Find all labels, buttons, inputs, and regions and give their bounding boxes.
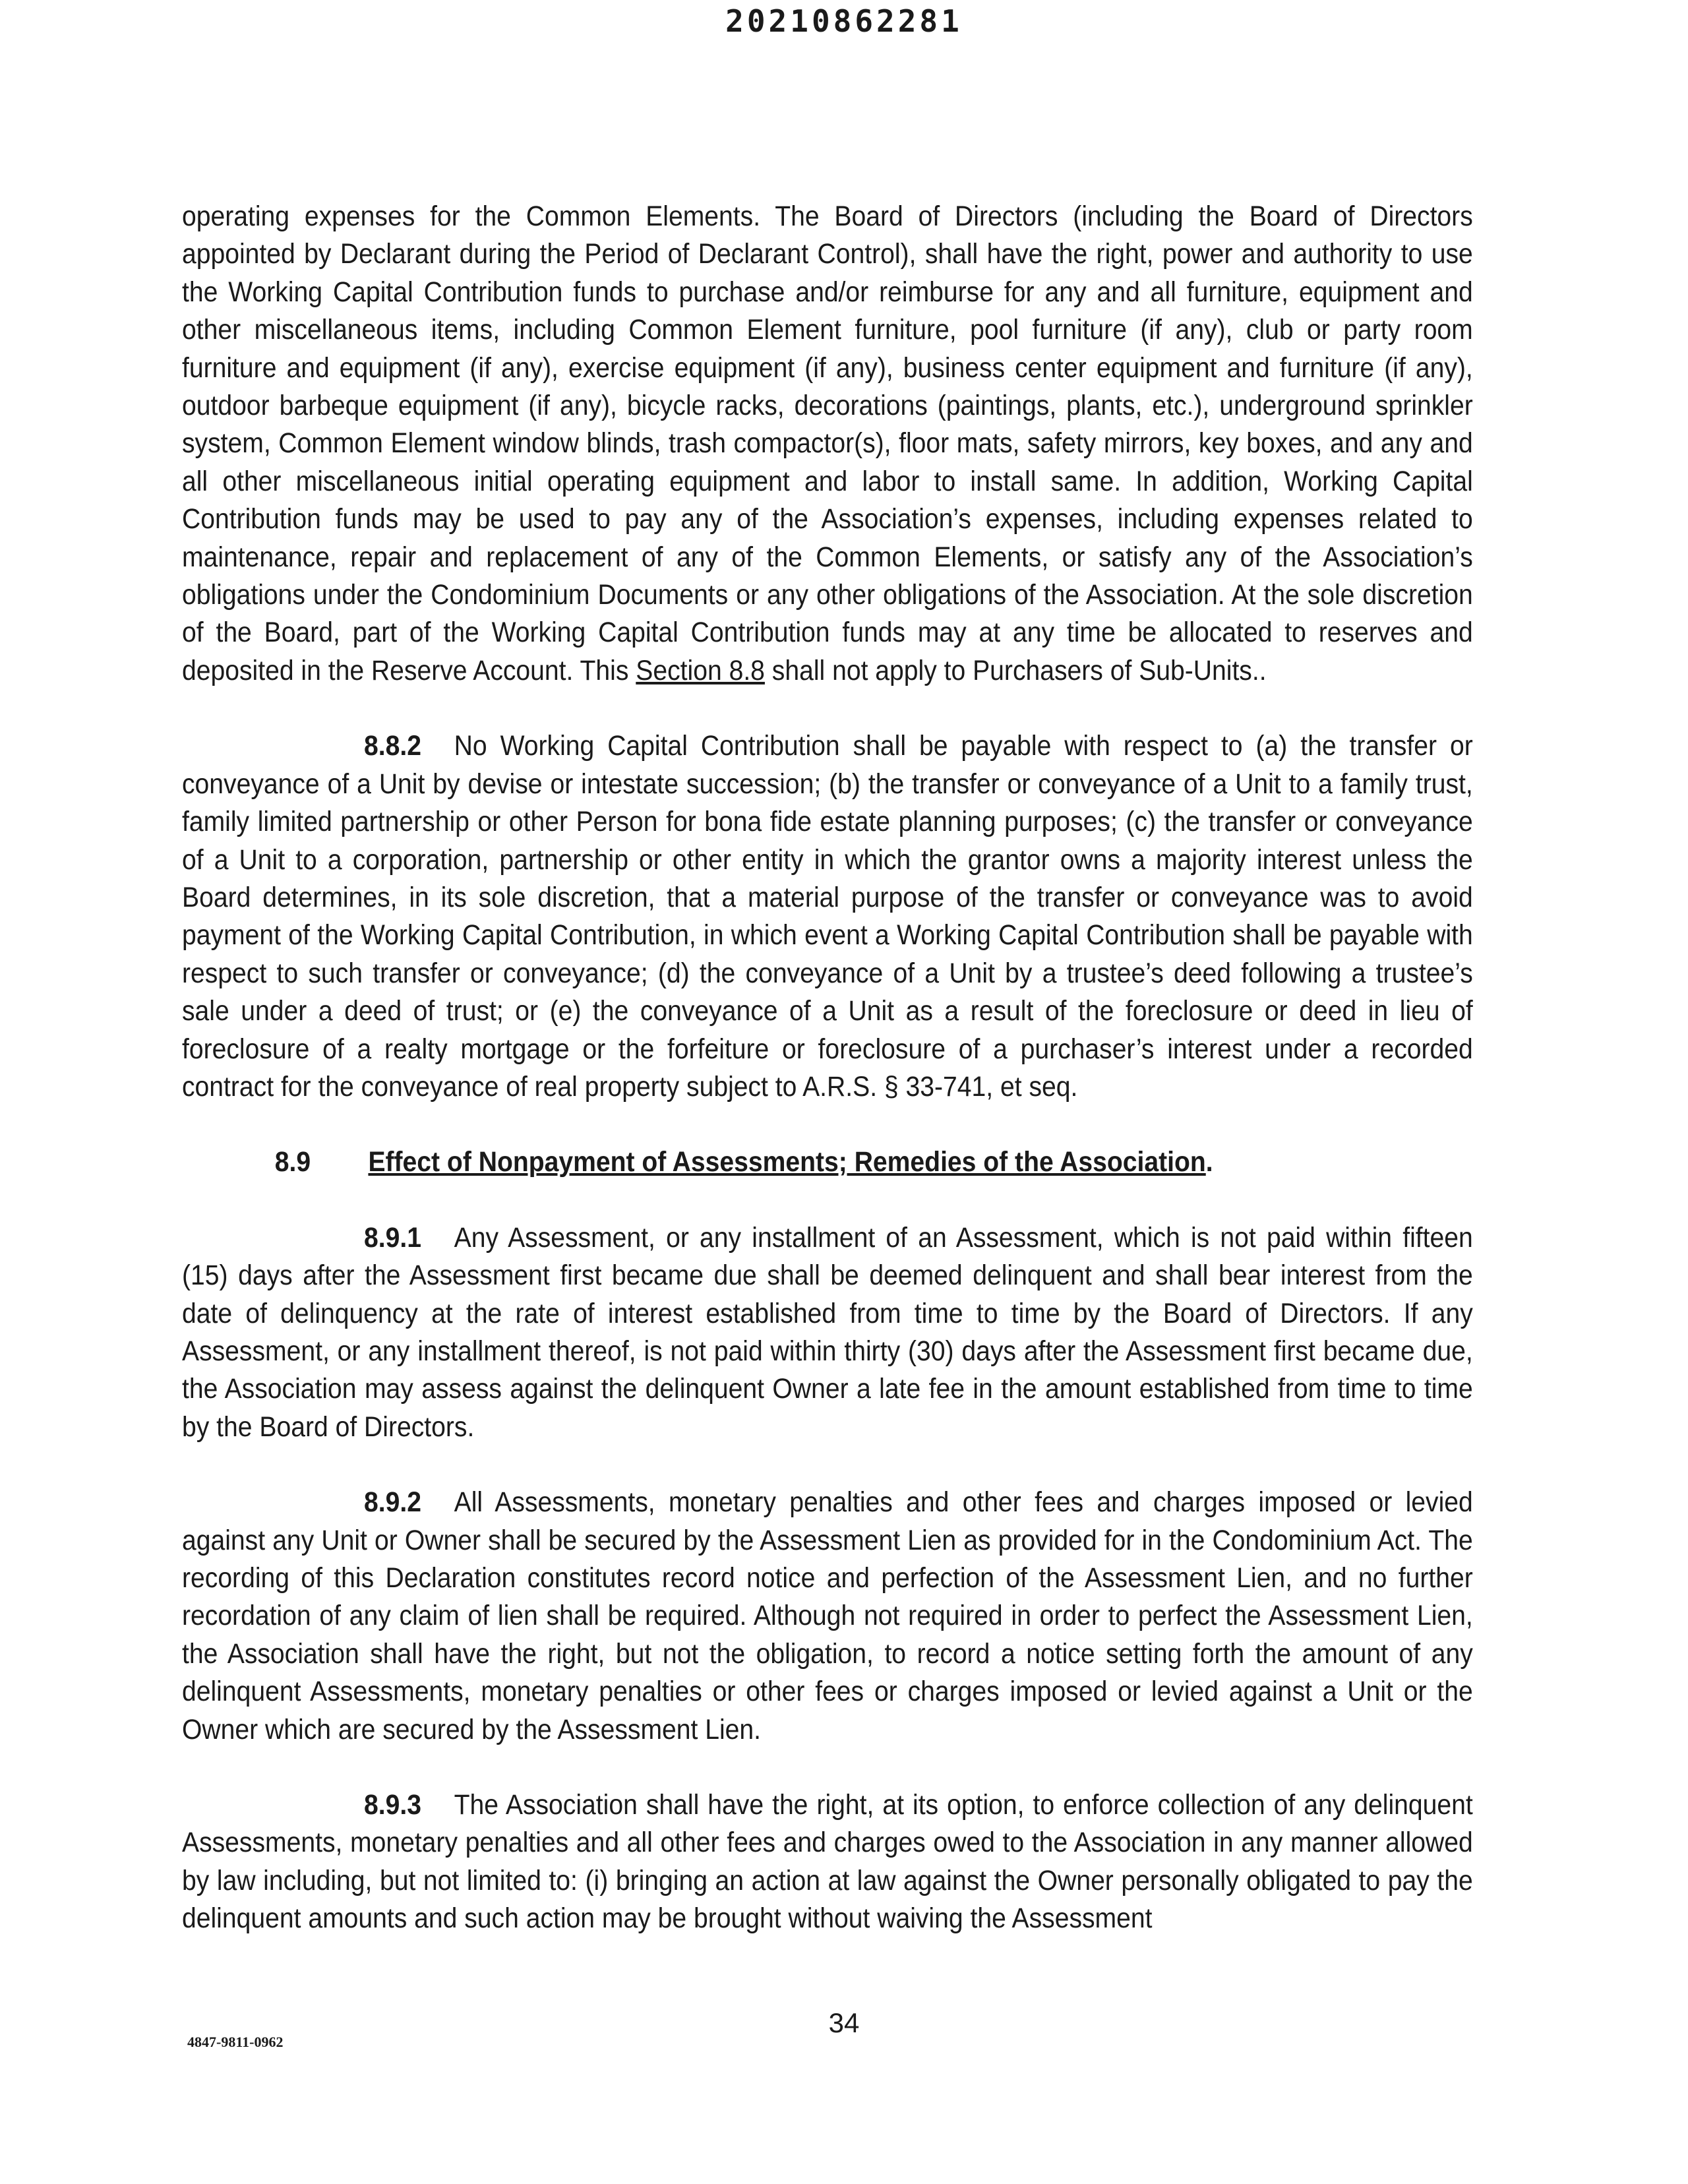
- page-number: 34: [828, 2007, 860, 2038]
- paragraph-text: operating expenses for the Common Elements. The Board of Directors (including the Board of Directors appointed by Declarant during the Period of Declarant Control), shall have the right, power and authority to use the Working Capital Contribution funds to purchase and/or reimburse for any and all furniture, equipment and other miscellaneous items, including Common Element furniture, pool furniture (if any), club or party room furniture and equipment (if any), exercise equipment (if any), business center equipment and furniture (if any), outdoor barbeque equipment (if any), bicycle racks, decorations (paintings, plants, etc.), underground sprinkler system, Common Element window blinds, trash compactor(s), floor mats, safety mirrors, key boxes, and any and all other miscellaneous initial operating equipment and labor to install same. In addition, Working Capital Contribution funds may be used to pay any of the Association’s expenses, including expenses related to maintenance, repair and replacement of any of the Common Elements, or satisfy any of the Association’s obligations under the Condominium Documents or any other obligations of the Association. At the sole discretion of the Board, part of the Working Capital Contribution funds may at any time be allocated to reserves and deposited in the Reserve Account. This: [182, 201, 1473, 686]
- section-8-9-3: [182, 1786, 1473, 1938]
- section-8-8-2: [182, 727, 1473, 1106]
- section-number: 8.9.2: [364, 1487, 421, 1519]
- section-text: All Assessments, monetary penalties and other fees and charges imposed or levied against any Unit or Owner shall be secured by the Assessment Lien as provided for in the Condominium Act. The recording of this Declaration constitutes record notice and perfection of the Assessment Lien, and no further recordation of any claim of lien shall be required. Although not required in order to perfect the Assessment Lien, the Association shall have the right, but not the obligation, to record a notice setting forth the amount of any delinquent Assessments, monetary penalties or other fees or charges imposed or levied against a Unit or the Owner which are secured by the Assessment Lien.: [182, 1487, 1473, 1745]
- recording-number: 20210862281: [725, 3, 963, 39]
- paragraph-text-end: shall not apply to Purchasers of Sub-Units..: [764, 655, 1267, 686]
- section-number: 8.9: [274, 1147, 311, 1178]
- section-number: 8.8.2: [364, 731, 421, 762]
- section-number: 8.9.3: [364, 1790, 421, 1821]
- section-text: No Working Capital Contribution shall be payable with respect to (a) the transfer or conveyance of a Unit by devise or intestate succession; (b) the transfer or conveyance of a Unit to a family trust, family limited partnership or other Person for bona fide estate planning purposes; (c) the transfer or conveyance of a Unit to a corporation, partnership or other entity in which the grantor owns a majority interest unless the Board determines, in its sole discretion, that a material purpose of the transfer or conveyance was to avoid payment of the Working Capital Contribution, in which event a Working Capital Contribution shall be payable with respect to such transfer or conveyance; (d) the conveyance of a Unit by a trustee’s deed following a trustee’s sale under a deed of trust; or (e) the conveyance of a Unit as a result of the foreclosure or deed in lieu of foreclosure of a realty mortgage or the forfeiture or foreclosure of a purchaser’s interest under a recorded contract for the conveyance of real property subject to A.R.S. § 33-741, et seq.: [182, 731, 1473, 1103]
- section-8-9-2: [182, 1484, 1473, 1749]
- section-8-9-heading: [182, 1143, 1473, 1181]
- section-text: The Association shall have the right, at its option, to enforce collection of any delinquent Assessments, monetary penalties and all other fees and charges owed to the Association in any manner allowed by law including, but not limited to: (i) bringing an action at law against the Owner personally obligated to pay the delinquent amounts and such action may be brought without waiving the Assessment: [182, 1790, 1473, 1935]
- section-title: Effect of Nonpayment of Assessments; Remedies of the Association: [368, 1147, 1206, 1178]
- section-text: Any Assessment, or any installment of an Assessment, which is not paid within fifteen (15) days after the Assessment first became due shall be deemed delinquent and shall bear interest from the date of delinquency at the rate of interest established from time to time by the Board of Directors. If any Assessment, or any installment thereof, is not paid within thirty (30) days after the Assessment first became due, the Association may assess against the delinquent Owner a late fee in the amount established from time to time by the Board of Directors.: [182, 1222, 1473, 1443]
- section-8-9-1: [182, 1219, 1473, 1446]
- section-number: 8.9.1: [364, 1222, 421, 1254]
- document-body: [182, 198, 1473, 1938]
- section-title-period: .: [1205, 1147, 1213, 1178]
- section-reference-link: Section 8.8: [636, 655, 765, 686]
- paragraph-working-capital-use: [182, 198, 1473, 690]
- document-id: 4847-9811-0962: [187, 2034, 284, 2050]
